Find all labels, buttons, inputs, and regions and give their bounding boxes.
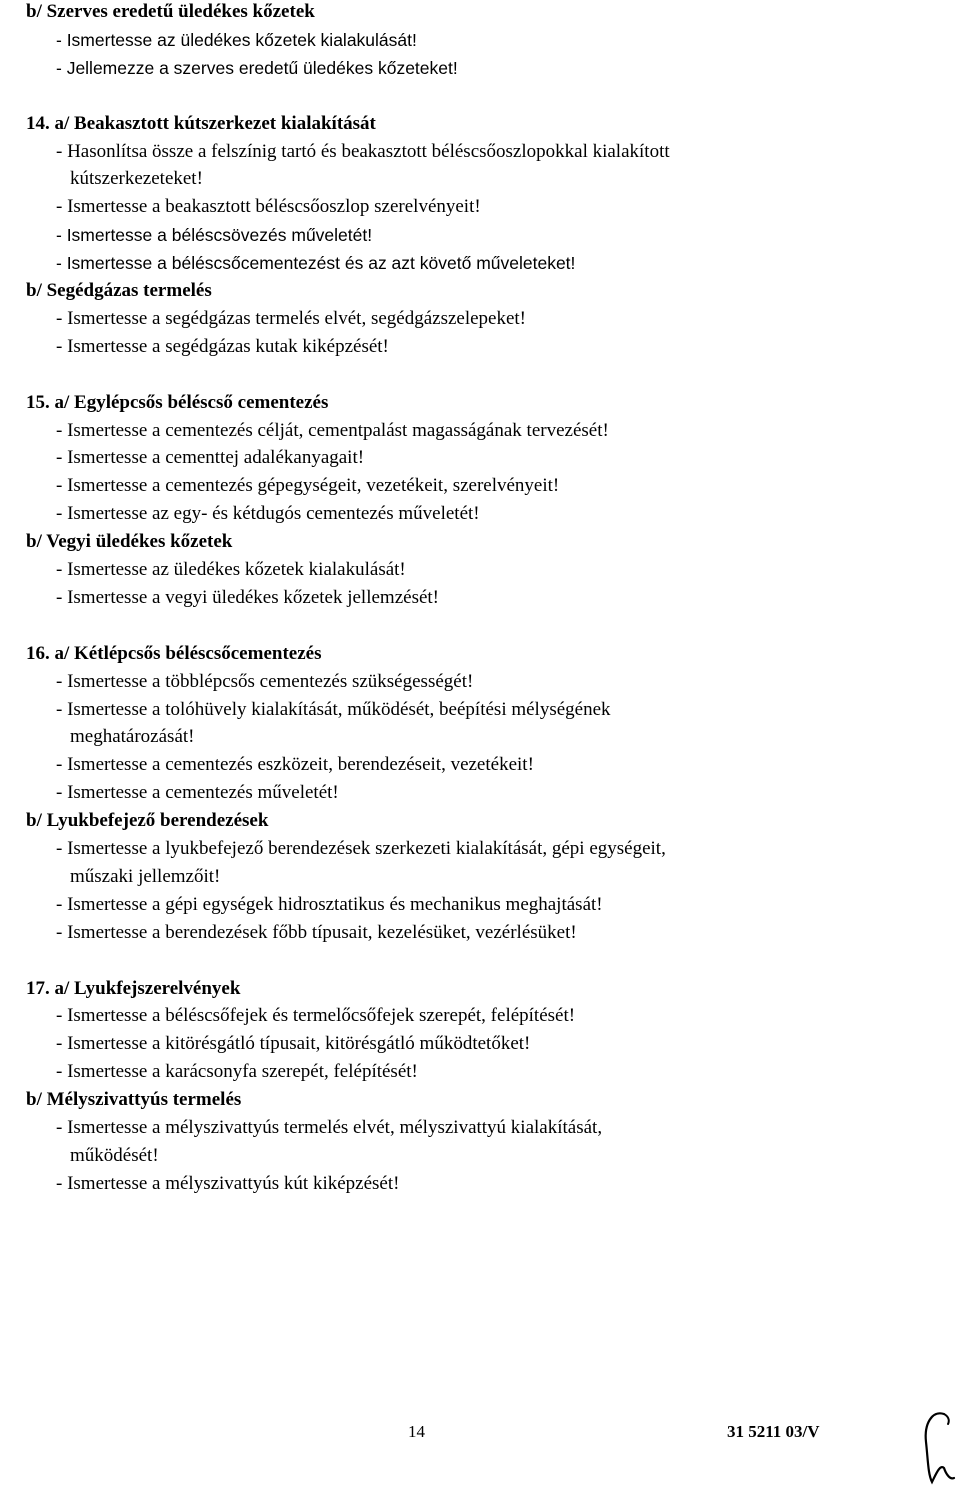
list-item: kútszerkezeteket! bbox=[70, 168, 203, 190]
list-item: - Ismertesse a cementezés célját, cementpalást magasságának tervezését! bbox=[56, 419, 609, 441]
list-item: - Ismertesse a mélyszivattyús kút kiképzését! bbox=[56, 1172, 400, 1194]
handwritten-signature bbox=[918, 1408, 958, 1488]
list-item: - Ismertesse a cementtej adalékanyagait! bbox=[56, 447, 365, 469]
section-heading: 15. a/ Egylépcsős béléscső cementezés bbox=[26, 391, 329, 413]
list-item: - Ismertesse a kitörésgátló típusait, kitörésgátló működtetőket! bbox=[56, 1033, 531, 1055]
list-item: - Ismertesse a béléscsőfejek és termelőcsőfejek szerepét, felépítését! bbox=[56, 1005, 576, 1027]
page-number: 14 bbox=[408, 1422, 425, 1441]
list-item: - Ismertesse a beakasztott béléscsőoszlop szerelvényeit! bbox=[56, 196, 481, 218]
section-heading: b/ Mélyszivattyús termelés bbox=[26, 1089, 242, 1111]
section-heading: 14. a/ Beakasztott kútszerkezet kialakítását bbox=[26, 112, 376, 134]
list-item: - Ismertesse a segédgázas kutak kiképzését! bbox=[56, 335, 389, 357]
section-heading: b/ Szerves eredetű üledékes kőzetek bbox=[26, 1, 315, 22]
list-item: - Jellemezze a szerves eredetű üledékes kőzeteket! bbox=[56, 57, 458, 78]
list-item: - Ismertesse a béléscsövezés műveletét! bbox=[56, 225, 373, 246]
list-item: - Ismertesse a lyukbefejező berendezések szerkezeti kialakítását, gépi egységeit, bbox=[56, 838, 666, 859]
section-heading: 16. a/ Kétlépcsős béléscsőcementezés bbox=[26, 642, 322, 664]
list-item: működését! bbox=[70, 1144, 159, 1166]
list-item: - Ismertesse a tolóhüvely kialakítását, működését, beépítési mélységének bbox=[56, 698, 611, 720]
section-heading: b/ Vegyi üledékes kőzetek bbox=[26, 531, 233, 553]
document-code: 31 5211 03/V bbox=[727, 1422, 820, 1441]
list-item: - Ismertesse a cementezés műveletét! bbox=[56, 782, 339, 804]
list-item: - Ismertesse az üledékes kőzetek kialakulását! bbox=[56, 559, 406, 580]
section-heading: b/ Segédgázas termelés bbox=[26, 280, 212, 301]
list-item: - Ismertesse a mélyszivattyús termelés elvét, mélyszivattyú kialakítását, bbox=[56, 1117, 603, 1138]
list-item: műszaki jellemzőit! bbox=[70, 865, 221, 887]
list-item: - Ismertesse a segédgázas termelés elvét, segédgázszelepeket! bbox=[56, 307, 527, 329]
list-item: - Ismertesse a gépi egységek hidrosztatikus és mechanikus meghajtását! bbox=[56, 893, 603, 915]
list-item: - Ismertesse a béléscsőcementezést és az azt követő műveleteket! bbox=[56, 253, 576, 274]
list-item: - Ismertesse a berendezések főbb típusait, kezelésüket, vezérlésüket! bbox=[56, 921, 577, 943]
list-item: - Ismertesse a többlépcsős cementezés szükségességét! bbox=[56, 670, 474, 692]
section-heading: b/ Lyukbefejező berendezések bbox=[26, 810, 269, 832]
list-item: - Hasonlítsa össze a felszínig tartó és beakasztott béléscsőoszlopokkal kialakított bbox=[56, 140, 670, 162]
section-heading: 17. a/ Lyukfejszerelvények bbox=[26, 977, 241, 999]
list-item: - Ismertesse a karácsonyfa szerepét, felépítését! bbox=[56, 1061, 418, 1083]
list-item: - Ismertesse a vegyi üledékes kőzetek jellemzését! bbox=[56, 586, 439, 608]
list-item: - Ismertesse az egy- és kétdugós cementezés műveletét! bbox=[56, 503, 480, 525]
list-item: meghatározását! bbox=[70, 726, 195, 748]
list-item: - Ismertesse a cementezés eszközeit, berendezéseit, vezetékeit! bbox=[56, 754, 534, 776]
list-item: - Ismertesse az üledékes kőzetek kialakulását! bbox=[56, 29, 417, 50]
list-item: - Ismertesse a cementezés gépegységeit, vezetékeit, szerelvényeit! bbox=[56, 475, 560, 497]
